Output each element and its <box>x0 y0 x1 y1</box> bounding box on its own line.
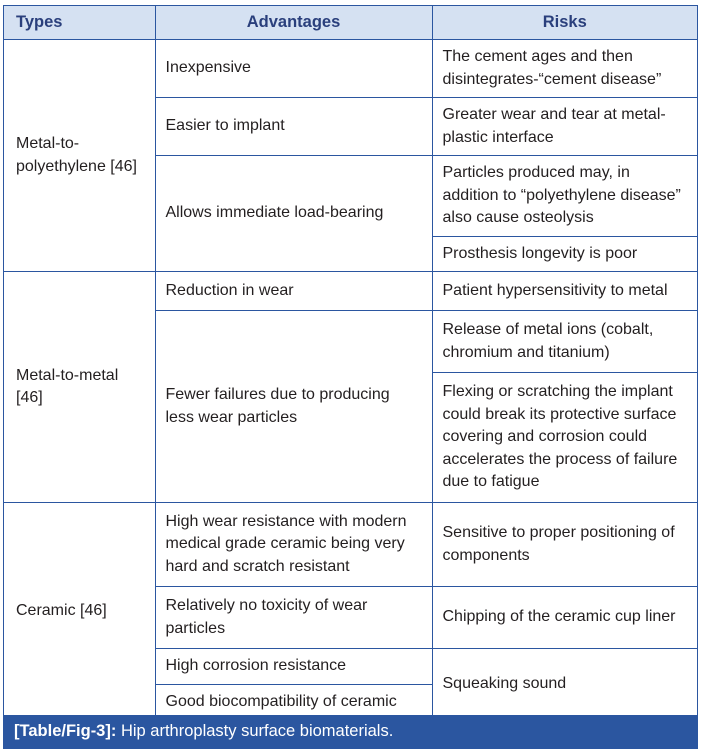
header-row <box>4 6 697 40</box>
table-row <box>4 503 697 587</box>
advantage-cell: Reduction in wear <box>155 272 432 311</box>
type-line: [46] <box>16 389 43 406</box>
risk-cell: Greater wear and tear at metal-plastic interface <box>432 98 697 156</box>
risk-cell: Prosthesis longevity is poor <box>432 236 697 272</box>
table-row <box>4 272 697 311</box>
advantage-cell: Inexpensive <box>155 40 432 98</box>
caption-text: Hip arthroplasty surface biomaterials. <box>116 722 394 740</box>
type-cell-metal-metal <box>4 272 155 503</box>
type-line: Metal-to- <box>16 135 80 152</box>
risk-cell: Sensitive to proper positioning of components <box>432 503 697 587</box>
advantage-cell: Fewer failures due to producing less wear particles <box>155 311 432 503</box>
risk-cell: Release of metal ions (cobalt, chromium and titanium) <box>432 311 697 373</box>
type-cell-metal-polyethylene <box>4 40 155 272</box>
risk-cell: Flexing or scratching the implant could break its protective surface covering and corrosion could accelerates the process of failure due to fatigue <box>432 373 697 503</box>
type-cell-ceramic: Ceramic [46] <box>4 503 155 721</box>
risk-cell: Particles produced may, in addition to “polyethylene disease” also cause osteolysis <box>432 156 697 237</box>
table-row <box>4 40 697 98</box>
table-caption <box>4 715 697 748</box>
risk-cell: Squeaking sound <box>432 649 697 721</box>
type-line: Metal-to-metal <box>16 366 119 384</box>
header-risks: Risks <box>432 6 697 40</box>
header-types: Types <box>4 6 155 40</box>
biomaterials-table <box>4 6 697 721</box>
header-advantages: Advantages <box>155 6 432 40</box>
advantage-cell: Easier to implant <box>155 98 432 156</box>
advantage-cell: Allows immediate load-bearing <box>155 156 432 272</box>
advantage-cell: Good biocompatibility of ceramic <box>155 685 432 721</box>
advantage-cell: Relatively no toxicity of wear particles <box>155 587 432 649</box>
advantage-cell: High corrosion resistance <box>155 649 432 685</box>
advantage-cell: High wear resistance with modern medical grade ceramic being very hard and scratch resistant <box>155 503 432 587</box>
risk-cell: Chipping of the ceramic cup liner <box>432 587 697 649</box>
caption-label: [Table/Fig-3]: <box>14 722 117 740</box>
risk-cell: The cement ages and then disintegrates-“cement disease” <box>432 40 697 98</box>
type-line: polyethylene [46] <box>16 157 137 175</box>
risk-cell: Patient hypersensitivity to metal <box>432 272 697 311</box>
